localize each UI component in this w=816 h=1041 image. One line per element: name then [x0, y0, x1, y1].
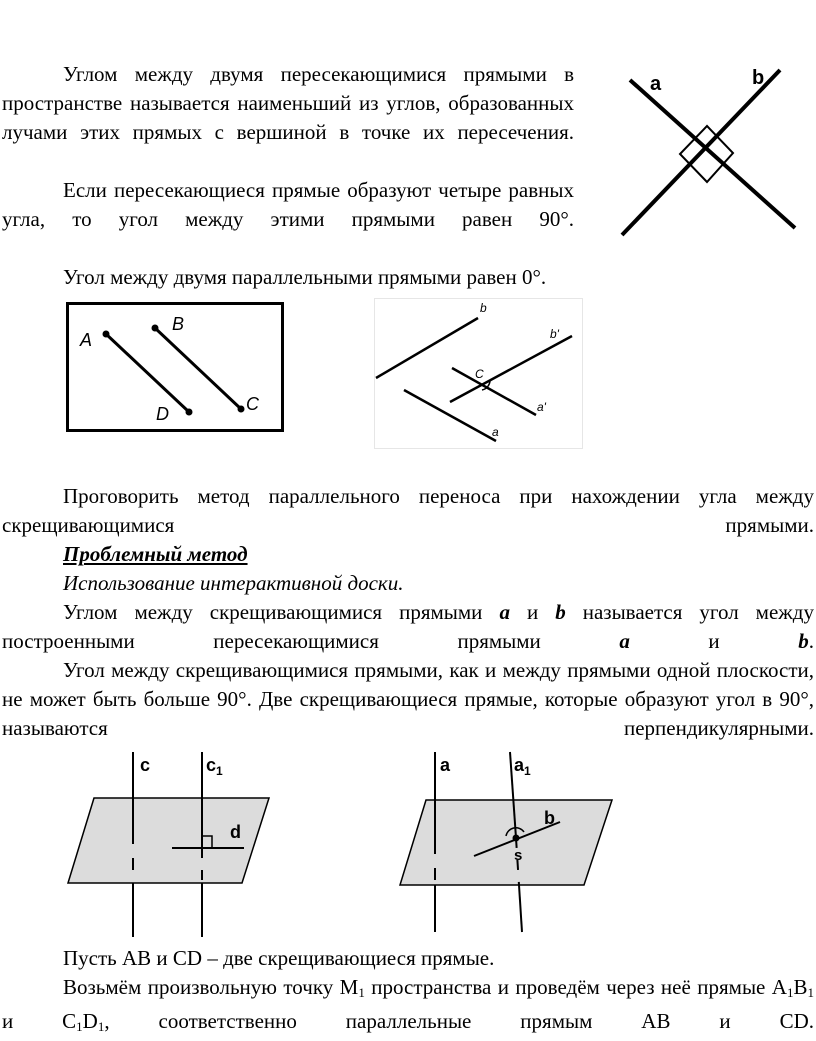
- point-C: [238, 406, 245, 413]
- point-s: [513, 835, 520, 842]
- text-fragment: и: [509, 600, 556, 624]
- skew-lines-setup: Пусть AB и CD – две скрещивающиеся прямые.: [63, 946, 495, 970]
- subscript: 1: [786, 985, 794, 1000]
- label-d: d: [230, 822, 241, 842]
- method-subtitle: Использование интерактивной доски.: [63, 571, 404, 595]
- label-a: a: [492, 425, 499, 439]
- label-c1: [206, 755, 223, 778]
- segment-BC: [155, 328, 241, 409]
- definition-right-angle: Если пересекающиеся прямые образуют четыре равных угла, то угол между этими прямыми равен 90°.: [2, 178, 574, 231]
- figure-perpendicular-lines: [610, 60, 810, 250]
- label-b: b: [544, 808, 555, 828]
- construction-step: [2, 973, 814, 1041]
- subscript: 1: [216, 764, 223, 778]
- line-a: [630, 80, 795, 228]
- text-fragment: и C: [2, 1009, 77, 1033]
- var-b: b: [798, 629, 809, 653]
- label-A: A: [80, 330, 93, 350]
- var-b: b: [555, 600, 566, 624]
- text-fragment: называется угол между построенными пересекающимися прямыми: [2, 600, 814, 653]
- text-fragment: .: [808, 629, 814, 653]
- subscript: 1: [76, 1019, 83, 1034]
- segment-AD: [106, 334, 189, 412]
- label-c: c: [140, 755, 151, 775]
- definition-skew-angle: [2, 598, 814, 656]
- label-C: C: [246, 394, 259, 414]
- label-b: b: [752, 67, 765, 89]
- text-fragment: B: [793, 975, 808, 999]
- label-b-prime: b': [550, 327, 559, 341]
- method-title: Проблемный метод: [63, 542, 248, 566]
- figure-parallel-segments: [66, 302, 286, 434]
- label-text: c: [206, 755, 217, 775]
- label-text: a: [514, 755, 525, 775]
- line-a: [404, 390, 496, 441]
- line-b-prime: [450, 336, 572, 402]
- point-D: [186, 409, 193, 416]
- point-B: [152, 325, 159, 332]
- figure-plane-perpendicular: [66, 752, 276, 942]
- definition-parallel-angle: Угол между двумя параллельными прямыми равен 0°.: [63, 265, 547, 289]
- figure-plane-skew: [398, 752, 613, 942]
- label-C: C: [475, 367, 484, 381]
- subscript: 1: [524, 764, 531, 778]
- subscript: 1: [807, 985, 814, 1000]
- label-D: D: [156, 404, 169, 424]
- label-s: s: [514, 847, 523, 864]
- text-fragment: D: [82, 1009, 98, 1033]
- line-a1-bottom: [519, 885, 522, 932]
- subscript: 1: [358, 985, 365, 1000]
- text-fragment: Углом между скрещивающимися прямыми: [63, 600, 500, 624]
- var-a: a: [499, 600, 510, 624]
- figure-parallel-translation: [374, 298, 584, 450]
- label-a1: [514, 755, 531, 778]
- text-fragment: , соответственно параллельные прямым AB и CD.: [104, 1009, 814, 1033]
- definition-intersecting-angle: Углом между двумя пересекающимися прямыми в пространстве называется наименьший из углов, образованных лучами этих прямых с вершиной в точке их пересечения.: [2, 62, 574, 144]
- translation-method-note: Проговорить метод параллельного переноса при нахождении угла между скрещивающимися прямыми.: [2, 484, 814, 537]
- label-b: b: [480, 301, 487, 315]
- point-A: [103, 331, 110, 338]
- label-a-prime: a': [537, 400, 546, 414]
- subscript: 1: [97, 1019, 105, 1034]
- text-fragment: Возьмём произвольную точку M: [63, 975, 359, 999]
- label-a: a: [440, 755, 451, 775]
- var-a: a: [619, 629, 630, 653]
- line-a-prime: [452, 368, 536, 415]
- line-b: [376, 318, 478, 378]
- label-a: a: [650, 73, 662, 95]
- text-fragment: и: [629, 629, 799, 653]
- skew-perpendicular-note: Угол между скрещивающимися прямыми, как и между прямыми одной плоскости, не может быть больше 90°. Две скрещивающиеся прямые, которые образуют угол в 90°, называются перпендикулярными.: [2, 658, 814, 740]
- label-B: B: [172, 314, 185, 334]
- text-fragment: пространства и проведём через неё прямые A: [364, 975, 787, 999]
